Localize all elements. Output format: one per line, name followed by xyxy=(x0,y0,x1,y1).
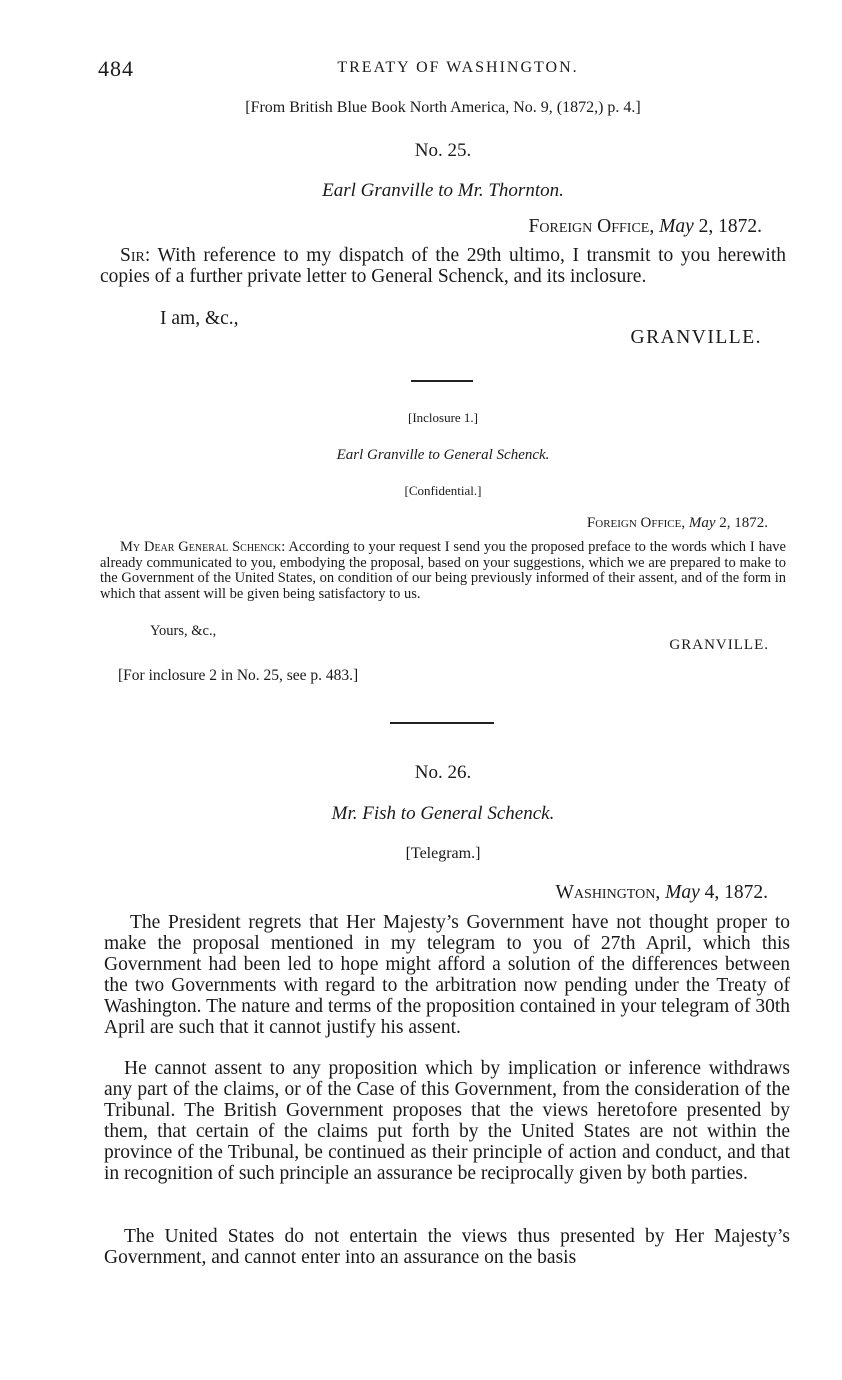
section-divider xyxy=(411,380,473,382)
doc25-date-rest: 2, 1872. xyxy=(698,216,762,237)
inclosure1-date-month: May xyxy=(688,515,716,531)
doc25-dateline xyxy=(98,216,762,238)
inclosure1-date-rest: 2, 1872. xyxy=(719,515,768,531)
doc26-heading: Mr. Fish to General Schenck. xyxy=(331,803,555,824)
doc25-place: Foreign Office, xyxy=(528,216,655,237)
doc26-marking: [Telegram.] xyxy=(405,845,481,862)
doc26-paragraph-3: The United States do not entertain the views thus presented by Her Majesty’s Government, and cannot enter into an assurance on the basis xyxy=(104,1226,790,1268)
inclosure1-heading: Earl Granville to General Schenck. xyxy=(336,447,550,463)
running-head xyxy=(98,56,788,82)
inclosure1-place: Foreign Office, xyxy=(586,515,686,531)
doc25-salutation: Sir xyxy=(120,245,145,266)
doc25-body-text: : With reference to my dispatch of the 29th ultimo, I transmit to you herewith copies of a further private letter to General Schenck, and its inclosure. xyxy=(100,245,786,287)
doc26-date-rest: 4, 1872. xyxy=(704,882,768,903)
page-number: 484 xyxy=(98,56,134,81)
doc26-place: Washington, xyxy=(555,882,661,903)
section-divider xyxy=(390,722,494,724)
doc25-heading: Earl Granville to Mr. Thornton. xyxy=(322,180,564,201)
doc25-signature: GRANVILLE. xyxy=(630,327,762,348)
inclosure1-salutation: My Dear General Schenck xyxy=(120,539,282,555)
doc25-body xyxy=(100,245,786,287)
inclosure1-closing: Yours, &c., xyxy=(150,623,217,639)
inclosure1-body xyxy=(100,540,786,602)
doc26-dateline xyxy=(98,882,768,904)
inclosure1-dateline xyxy=(98,515,768,532)
doc26-number: No. 26. xyxy=(414,762,472,783)
doc26-date-month: May xyxy=(665,882,700,903)
doc25-number: No. 25. xyxy=(414,140,472,161)
doc25-closing: I am, &c., xyxy=(160,308,239,329)
inclosure1-body-text: : According to your request I send you the proposed preface to the words which I have already communicated to you, embodying the proposal, based on your suggestions, which we are prepared to make to the Government of the United States, on condition of our being previously informed of their assent, and of the form in which that assent will be given being satisfactory to us. xyxy=(100,539,786,602)
running-title: TREATY OF WASHINGTON. xyxy=(337,59,579,76)
source-note: [From British Blue Book North America, No. 9, (1872,) p. 4.] xyxy=(245,99,641,116)
inclosure1-signature: GRANVILLE. xyxy=(669,637,769,653)
inclosure2-note: [For inclosure 2 in No. 25, see p. 483.] xyxy=(118,667,359,684)
doc26-paragraph-2: He cannot assent to any proposition which by implication or inference withdraws any part of the claims, or of the Case of this Government, from the consideration of the Tribunal. The British Government proposes that the views heretofore presented by them, that certain of the claims put forth by the United States are not within the province of the Tribunal, be continued as their principle of action and conduct, and that in recognition of such principle an assurance be reciprocally given by both parties. xyxy=(104,1058,790,1184)
doc25-date-month: May xyxy=(659,216,694,237)
inclosure1-label: [Inclosure 1.] xyxy=(407,410,479,425)
inclosure1-marking: [Confidential.] xyxy=(404,483,482,498)
doc26-paragraph-1: The President regrets that Her Majesty’s Government have not thought proper to make the proposal mentioned in my telegram to you of 27th April, which this Government had been led to hope might afford a solution of the differences between the two Governments with regard to the arbitration now pending under the Treaty of Washington. The nature and terms of the proposition contained in your telegram of 30th April are such that it cannot justify his assent. xyxy=(104,912,790,1038)
